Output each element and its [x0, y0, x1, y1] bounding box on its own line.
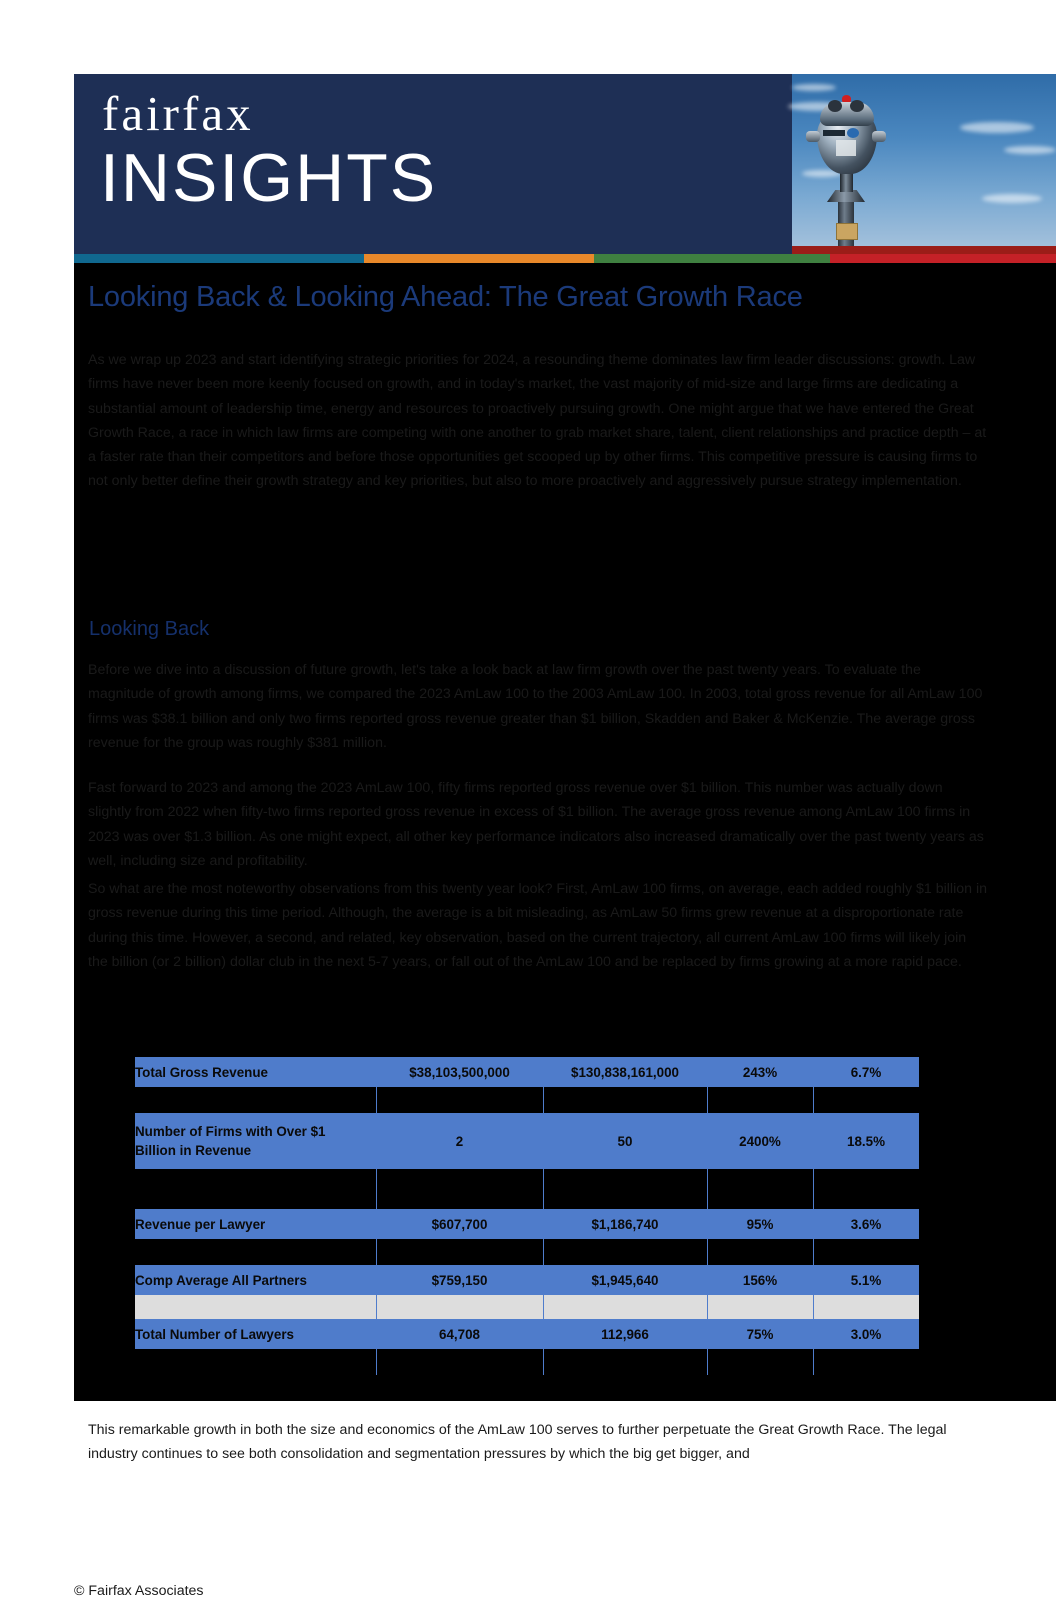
table-row: [135, 1209, 919, 1239]
page-title: Looking Back & Looking Ahead: The Great Growth Race: [88, 281, 803, 313]
paragraph-2: Fast forward to 2023 and among the 2023 AmLaw 100, fifty firms reported gross revenue over $1 billion. This number was actually down slightly from 2022 when fifty-two firms reported gross revenue in excess of $1 billion. The average gross revenue among AmLaw 100 firms in 2023 was over $1.3 billion. As one might expect, all other key performance indicators also increased dramatically over the past twenty years as well, including size and profitability.: [88, 780, 984, 869]
row-value-2023: $1,186,740: [543, 1209, 707, 1239]
masthead-brand-panel: [74, 74, 792, 254]
row-value-2003: $607,700: [376, 1209, 543, 1239]
rule-segment-red: [830, 254, 1056, 263]
table-spacer-row: [135, 1349, 919, 1375]
paragraph-4: This remarkable growth in both the size and economics of the AmLaw 100 serves to further perpetuate the Great Growth Race. The legal industry continues to see both consolidation and segmentation pressures by which the big get bigger, and: [88, 1422, 947, 1463]
brand-color-rule: [74, 254, 1056, 263]
row-value-cagr: 3.0%: [813, 1319, 919, 1349]
rule-segment-green: [594, 254, 830, 263]
row-value-growth: 75%: [707, 1319, 813, 1349]
rule-segment-teal: [74, 254, 364, 263]
table-spacer-row: [135, 1087, 919, 1113]
row-label: Comp Average All Partners: [135, 1265, 376, 1295]
table-row: [135, 1057, 919, 1087]
document-page: [74, 74, 1056, 1599]
row-value-cagr: 6.7%: [813, 1057, 919, 1087]
table-row: [135, 1113, 919, 1169]
paragraph-intro: As we wrap up 2023 and start identifying strategic priorities for 2024, a resounding theme dominates law firm leader discussions: growth. Law firms have never been more keenly focused on growth, and in today's market, the vast majority of mid-size and large firms are dedicating a substantial amount of leadership time, energy and resources to proactively pursuing growth. One might argue that we have entered the Great Growth Race, a race in which law firms are competing with one another to grab market share, talent, client relationships and practice depth – at a faster rate than their competitors and before those opportunities get scooped up by other firms. This competitive pressure is causing firms to not only better define their growth strategy and key priorities, but also to more proactively and aggressively pursue strategy implementation.: [88, 352, 987, 490]
row-value-2023: $1,945,640: [543, 1265, 707, 1295]
row-value-cagr: 3.6%: [813, 1209, 919, 1239]
row-value-2023: 50: [543, 1113, 707, 1169]
rule-segment-orange: [364, 254, 595, 263]
brand-wordmark-insights: INSIGHTS: [100, 140, 438, 216]
paragraph-1: Before we dive into a discussion of future growth, let's take a look back at law firm growth over the past twenty years. To evaluate the magnitude of growth among firms, we compared the 2023 AmLaw 100 to the 2003 AmLaw 100. In 2003, total gross revenue for all AmLaw 100 firms was $38.1 billion and only two firms reported gross revenue greater than $1 billion, Skadden and Baker & McKenzie. The average gross revenue for the group was roughly $381 million.: [88, 662, 983, 751]
table-row: [135, 1319, 919, 1349]
row-value-2003: $759,150: [376, 1265, 543, 1295]
amlaw-comparison-table: [135, 1057, 919, 1375]
row-value-2023: $130,838,161,000: [543, 1057, 707, 1087]
row-value-growth: 243%: [707, 1057, 813, 1087]
copyright-footer: © Fairfax Associates: [74, 1583, 204, 1599]
table-row: [135, 1265, 919, 1295]
tower-viewer-photo: [792, 74, 1056, 254]
row-value-growth: 156%: [707, 1265, 813, 1295]
row-value-2003: $38,103,500,000: [376, 1057, 543, 1087]
row-label: Total Gross Revenue: [135, 1057, 376, 1087]
table-spacer-row: [135, 1239, 919, 1265]
row-value-2003: 64,708: [376, 1319, 543, 1349]
table-spacer-row: [135, 1169, 919, 1209]
brand-wordmark-fairfax: fairfax: [102, 86, 254, 141]
row-value-2003: 2: [376, 1113, 543, 1169]
row-label: Revenue per Lawyer: [135, 1209, 376, 1239]
row-value-growth: 2400%: [707, 1113, 813, 1169]
row-label-line-2: Billion in Revenue: [135, 1143, 252, 1158]
row-value-cagr: 18.5%: [813, 1113, 919, 1169]
row-label: Total Number of Lawyers: [135, 1319, 376, 1349]
row-value-growth: 95%: [707, 1209, 813, 1239]
row-label: [135, 1113, 376, 1169]
row-value-2023: 112,966: [543, 1319, 707, 1349]
row-label-line-1: Number of Firms with Over $1: [135, 1124, 326, 1139]
row-value-cagr: 5.1%: [813, 1265, 919, 1295]
table-spacer-row-highlight: [135, 1295, 919, 1319]
masthead-banner: [74, 74, 1056, 254]
paragraph-3: So what are the most noteworthy observations from this twenty year look? First, AmLaw 100 firms, on average, each added roughly $1 billion in gross revenue during this time period. Although, the average is a bit misleading, as AmLaw 50 firms grew revenue at a disproportionate rate during this time. However, a second, and related, key observation, based on the current trajectory, all current AmLaw 100 firms will likely join the billion (or 2 billion) dollar club in the next 5-7 years, or fall out of the AmLaw 100 and be replaced by firms growing at a more rapid pace.: [88, 881, 988, 970]
section-heading-looking-back: Looking Back: [89, 618, 210, 640]
